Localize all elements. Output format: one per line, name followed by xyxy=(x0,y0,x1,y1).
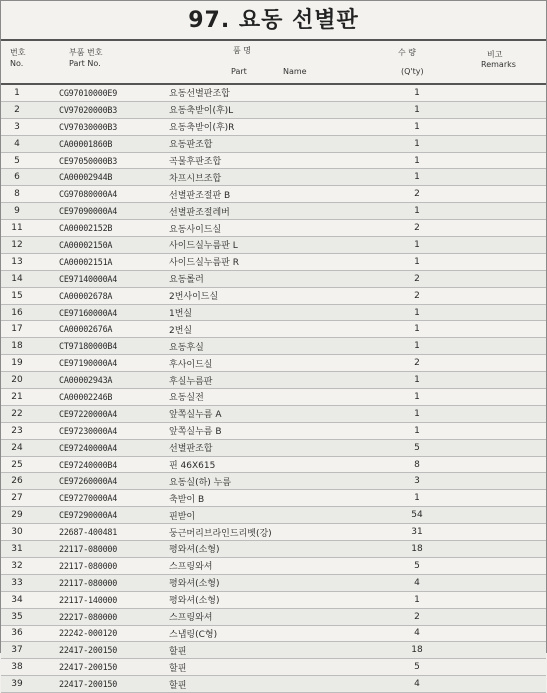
row-part-name: 요동사이드실 xyxy=(169,224,222,235)
row-quantity: 1 xyxy=(414,256,420,267)
row-part-number: CE97050000B3 xyxy=(59,155,118,166)
row-part-number: CE97240000A4 xyxy=(59,442,118,453)
row-part-name: 할핀 xyxy=(169,646,187,657)
row-part-name: 사이드실누름판 L xyxy=(169,241,238,252)
row-part-number: CE97140000A4 xyxy=(59,273,118,284)
header-name-name: Name xyxy=(283,67,307,76)
row-part-name: 사이드실누름판 R xyxy=(169,258,239,269)
row-number: 26 xyxy=(11,476,23,487)
header-name-part: Part xyxy=(231,67,247,76)
table-row xyxy=(1,355,546,372)
table-row xyxy=(1,338,546,355)
table-row xyxy=(1,169,546,186)
table-row xyxy=(1,220,546,237)
row-part-number: CE97090000A4 xyxy=(59,206,118,217)
row-part-number: CA00002150A xyxy=(59,239,113,250)
row-part-name: 후사이드실 xyxy=(169,359,213,370)
row-quantity: 1 xyxy=(414,155,420,166)
row-part-name: 후실누름판 xyxy=(169,376,213,387)
row-quantity: 31 xyxy=(411,527,423,538)
row-number: 16 xyxy=(11,307,23,318)
row-part-number: CA00002943A xyxy=(59,375,113,386)
row-part-name: 요동롤러 xyxy=(169,275,204,286)
table-row xyxy=(1,102,546,119)
row-number: 14 xyxy=(11,273,23,284)
table-row xyxy=(1,372,546,389)
table-row xyxy=(1,203,546,220)
table-row xyxy=(1,558,546,575)
row-part-name: 앞쪽실누름 A xyxy=(169,410,222,421)
row-part-name: 1번실 xyxy=(169,309,193,320)
table-row xyxy=(1,440,546,457)
row-part-number: CT97180000B4 xyxy=(59,341,118,352)
row-part-name: 2번실 xyxy=(169,325,193,336)
row-number: 18 xyxy=(11,341,23,352)
row-quantity: 2 xyxy=(414,223,420,234)
row-number: 11 xyxy=(11,223,23,234)
table-row xyxy=(1,626,546,643)
table-row xyxy=(1,136,546,153)
row-number: 36 xyxy=(11,628,23,639)
table-row xyxy=(1,119,546,136)
row-quantity: 1 xyxy=(414,425,420,436)
row-part-number: CA00002152B xyxy=(59,223,113,234)
table-row xyxy=(1,186,546,203)
header-remarks-en: Remarks xyxy=(481,60,516,69)
header-name-kr: 품 명 xyxy=(233,46,251,55)
row-part-number: CE97220000A4 xyxy=(59,408,118,419)
row-quantity: 1 xyxy=(414,324,420,335)
row-part-name: 요동축받이(후)L xyxy=(169,106,234,117)
row-quantity: 18 xyxy=(411,645,423,656)
row-part-number: 22117-140000 xyxy=(59,594,118,605)
row-quantity: 1 xyxy=(414,239,420,250)
row-number: 12 xyxy=(11,239,23,250)
row-number: 37 xyxy=(11,645,23,656)
row-number: 2 xyxy=(14,104,20,115)
row-number: 6 xyxy=(14,172,20,183)
row-quantity: 5 xyxy=(414,662,420,673)
table-row xyxy=(1,541,546,558)
row-part-number: CA00002151A xyxy=(59,256,113,267)
row-quantity: 3 xyxy=(414,476,420,487)
row-quantity: 18 xyxy=(411,543,423,554)
row-part-name: 요동후실 xyxy=(169,342,204,353)
row-number: 4 xyxy=(14,138,20,149)
row-quantity: 4 xyxy=(414,679,420,690)
row-number: 31 xyxy=(11,543,23,554)
row-part-name: 요동선별판조합 xyxy=(169,89,230,100)
row-quantity: 8 xyxy=(414,459,420,470)
row-part-name: 스프링와셔 xyxy=(169,562,213,573)
row-part-number: CE97160000A4 xyxy=(59,307,118,318)
row-quantity: 1 xyxy=(414,375,420,386)
table-row xyxy=(1,305,546,322)
row-part-name: 선별판조합 xyxy=(169,444,213,455)
row-part-name: 둥근머리브라인드리벳(강) xyxy=(169,528,272,539)
table-row xyxy=(1,423,546,440)
row-part-number: 22242-000120 xyxy=(59,628,118,639)
row-part-number: 22687-400481 xyxy=(59,527,118,538)
row-number: 5 xyxy=(14,155,20,166)
row-part-number: CA00002676A xyxy=(59,324,113,335)
row-quantity: 1 xyxy=(414,408,420,419)
table-row xyxy=(1,524,546,541)
row-part-name: 2번사이드실 xyxy=(169,292,219,303)
row-part-name: 할핀 xyxy=(169,663,187,674)
row-quantity: 1 xyxy=(414,307,420,318)
row-part-number: CG97080000A4 xyxy=(59,189,118,200)
row-part-number: CE97270000A4 xyxy=(59,493,118,504)
row-part-number: 22117-080000 xyxy=(59,543,118,554)
table-row xyxy=(1,254,546,271)
row-quantity: 1 xyxy=(414,104,420,115)
row-part-number: CA00001860B xyxy=(59,138,113,149)
row-number: 29 xyxy=(11,510,23,521)
row-part-name: 스프링와셔 xyxy=(169,613,213,624)
row-number: 33 xyxy=(11,577,23,588)
table-row xyxy=(1,271,546,288)
row-number: 15 xyxy=(11,290,23,301)
page-title: 97. 요동 선별판 xyxy=(1,1,546,41)
row-part-name: 곡물후판조합 xyxy=(169,157,222,167)
table-header xyxy=(1,41,546,85)
row-part-number: 22117-080000 xyxy=(59,577,118,588)
row-number: 34 xyxy=(11,594,23,605)
table-row xyxy=(1,592,546,609)
row-number: 24 xyxy=(11,442,23,453)
row-number: 17 xyxy=(11,324,23,335)
row-number: 25 xyxy=(11,459,23,470)
table-row xyxy=(1,659,546,676)
row-part-name: 선별판조절판 B xyxy=(169,190,231,201)
row-quantity: 2 xyxy=(414,189,420,200)
row-quantity: 4 xyxy=(414,628,420,639)
row-quantity: 1 xyxy=(414,493,420,504)
row-part-number: 22417-200150 xyxy=(59,645,118,656)
row-part-name: 스냅링(C형) xyxy=(169,629,218,640)
row-number: 38 xyxy=(11,662,23,673)
row-part-number: CE97290000A4 xyxy=(59,510,118,521)
row-part-number: CA00002678A xyxy=(59,290,113,301)
row-quantity: 2 xyxy=(414,273,420,284)
row-part-name: 평와셔(소형) xyxy=(169,579,220,590)
row-quantity: 1 xyxy=(414,172,420,183)
row-quantity: 2 xyxy=(414,358,420,369)
header-no-en: No. xyxy=(10,59,24,68)
header-qty-kr: 수 량 xyxy=(398,48,416,57)
row-part-number: 22117-080000 xyxy=(59,560,118,571)
row-number: 19 xyxy=(11,358,23,369)
row-part-name: 핀 46X615 xyxy=(169,461,216,472)
header-qty-en: (Q'ty) xyxy=(401,67,424,76)
row-part-name: 평와셔(소형) xyxy=(169,545,220,556)
row-part-number: CE97190000A4 xyxy=(59,358,118,369)
row-part-name: 축받이 B xyxy=(169,494,205,505)
table-row xyxy=(1,473,546,490)
row-part-name: 요동판조합 xyxy=(169,140,213,151)
row-number: 22 xyxy=(11,408,23,419)
row-part-number: CE97260000A4 xyxy=(59,476,118,487)
row-part-number: CE97240000B4 xyxy=(59,459,118,470)
row-quantity: 54 xyxy=(411,510,423,521)
table-row xyxy=(1,85,546,102)
parts-table-body xyxy=(1,85,546,693)
row-part-number: CA00002944B xyxy=(59,172,113,183)
row-part-number: 22217-080000 xyxy=(59,611,118,622)
row-part-name: 핀받이 xyxy=(169,511,196,522)
row-part-number: 22417-200150 xyxy=(59,662,118,673)
row-part-number: CE97230000A4 xyxy=(59,425,118,436)
row-part-name: 요동실전 xyxy=(169,393,204,404)
table-row xyxy=(1,389,546,406)
row-quantity: 2 xyxy=(414,290,420,301)
table-row xyxy=(1,609,546,626)
row-number: 35 xyxy=(11,611,23,622)
table-row xyxy=(1,153,546,170)
table-row xyxy=(1,490,546,507)
row-number: 13 xyxy=(11,256,23,267)
row-part-name: 차프시브조합 xyxy=(169,173,222,184)
row-quantity: 1 xyxy=(414,138,420,149)
row-quantity: 1 xyxy=(414,121,420,132)
row-part-number: 22417-200150 xyxy=(59,679,118,690)
row-number: 20 xyxy=(11,375,23,386)
row-part-number: CV97030000B3 xyxy=(59,121,118,132)
row-part-name: 할핀 xyxy=(169,680,187,691)
row-quantity: 4 xyxy=(414,577,420,588)
table-row xyxy=(1,321,546,338)
row-number: 27 xyxy=(11,493,23,504)
row-number: 8 xyxy=(14,189,20,200)
row-quantity: 5 xyxy=(414,560,420,571)
table-row xyxy=(1,507,546,524)
row-quantity: 5 xyxy=(414,442,420,453)
table-row xyxy=(1,575,546,592)
row-quantity: 1 xyxy=(414,594,420,605)
header-part-kr: 부품 번호 xyxy=(69,48,103,57)
header-remarks-kr: 비고 xyxy=(487,50,503,59)
row-part-name: 평와셔(소형) xyxy=(169,596,220,607)
table-row xyxy=(1,642,546,659)
row-part-number: CA00002246B xyxy=(59,391,113,402)
row-quantity: 1 xyxy=(414,391,420,402)
row-part-name: 요동축받이(후)R xyxy=(169,123,235,134)
row-part-number: CV97020000B3 xyxy=(59,104,118,115)
row-quantity: 2 xyxy=(414,611,420,622)
row-part-number: CG97010000E9 xyxy=(59,87,118,98)
row-part-name: 선별판조절레버 xyxy=(169,207,230,218)
row-number: 32 xyxy=(11,560,23,571)
row-part-name: 요동실(하) 누름 xyxy=(169,477,232,488)
row-part-name: 앞쪽실누름 B xyxy=(169,427,222,438)
header-no-kr: 번호 xyxy=(10,48,26,57)
table-row xyxy=(1,676,546,693)
table-row xyxy=(1,406,546,423)
row-number: 9 xyxy=(14,206,20,217)
row-quantity: 1 xyxy=(414,341,420,352)
row-number: 23 xyxy=(11,425,23,436)
row-number: 21 xyxy=(11,391,23,402)
header-part-en: Part No. xyxy=(69,59,101,68)
row-number: 30 xyxy=(11,527,23,538)
row-quantity: 1 xyxy=(414,206,420,217)
row-quantity: 1 xyxy=(414,87,420,98)
table-row xyxy=(1,457,546,474)
table-row xyxy=(1,237,546,254)
row-number: 39 xyxy=(11,679,23,690)
row-number: 3 xyxy=(14,121,20,132)
row-number: 1 xyxy=(14,87,20,98)
table-row xyxy=(1,288,546,305)
